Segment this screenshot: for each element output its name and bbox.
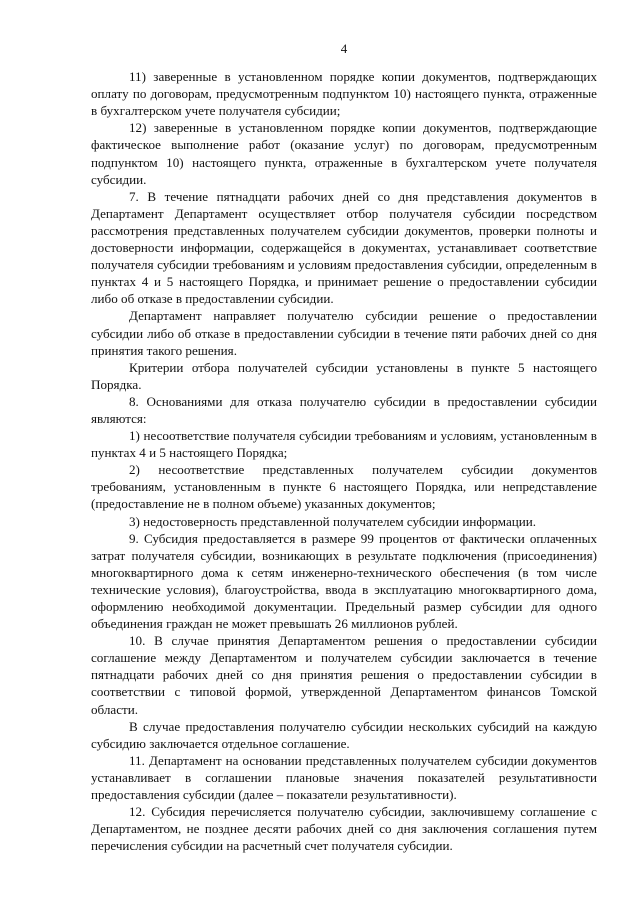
paragraph-selection-criteria: Критерии отбора получателей субсидии установлены в пункте 5 настоящего Порядка.	[91, 359, 597, 392]
paragraph-clause-9: 9. Субсидия предоставляется в размере 99 процентов от фактически оплаченных затрат получателя субсидии, возникающих в результате подключения (присоединения) многоквартирного дома к сетям инженерно-технического обеспечения (в том числе технические условия), благоустройства, ввода в эксплуатацию многоквартирного дома, оформлению необходимой документации. Предельный размер субсидии для одного объединения граждан не может превышать 26 миллионов рублей.	[91, 530, 597, 632]
paragraph-multiple-subsidies: В случае предоставления получателю субсидии нескольких субсидий на каждую субсидию заключается отдельное соглашение.	[91, 718, 597, 751]
paragraph-refusal-2: 2) несоответствие представленных получателем субсидии документов требованиям, установленным в пункте 6 настоящего Порядка, или непредставление (предоставление не в полном объеме) указанных документов;	[91, 462, 597, 512]
paragraph-refusal-3: 3) недостоверность представленной получателем субсидии информации.	[129, 513, 537, 529]
paragraph-item-11: 11) заверенные в установленном порядке копии документов, подтверждающих оплату по договорам, предусмотренным подпунктом 10) настоящего пункта, отраженные в бухгалтерском учете получателя субсидии;	[91, 69, 597, 119]
paragraph-clause-8: 8. Основаниями для отказа получателю субсидии в предоставлении субсидии являются:	[91, 393, 597, 426]
paragraph-refusal-1: 1) несоответствие получателя субсидии требованиям и условиям, установленным в пунктах 4 и 5 настоящего Порядка;	[91, 428, 597, 461]
page-number: 4	[340, 41, 348, 56]
paragraph-clause-12: 12. Субсидия перечисляется получателю субсидии, заключившему соглашение с Департаментом, не позднее десяти рабочих дней со дня заключения соглашения путем перечисления субсидии на расчетный счет получателя субсидии.	[91, 804, 597, 854]
document-page	[91, 40, 597, 854]
paragraph-decision-notice: Департамент направляет получателю субсидии решение о предоставлении субсидии либо об отказе в предоставлении субсидии в течение пяти рабочих дней со дня принятия такого решения.	[91, 308, 597, 358]
paragraph-clause-10: 10. В случае принятия Департаментом решения о предоставлении субсидии соглашение между Департаментом и получателем субсидии заключается в течение пятнадцати рабочих дней со дня принятия решения о предоставлении субсидии в соответствии с типовой формой, утвержденной Департаментом финансов Томской области.	[91, 633, 597, 717]
paragraph-clause-11: 11. Департамент на основании представленных получателем субсидии документов устанавливает в соглашении плановые значения показателей результативности предоставления субсидии (далее – показатели результативности).	[91, 752, 597, 803]
paragraph-clause-7: 7. В течение пятнадцати рабочих дней со дня представления документов в Департамент Департамент осуществляет отбор получателя субсидии посредством рассмотрения представленных получателем субсидии документов, проверки полноты и достоверности информации, содержащейся в документах, устанавливает соответствие получателя субсидии требованиям и условиям предоставления субсидии, определенным в пунктах 4 и 5 настоящего Порядка, и принимает решение о предоставлении субсидии либо об отказе в предоставлении субсидии.	[91, 188, 597, 307]
paragraph-item-12: 12) заверенные в установленном порядке копии документов, подтверждающие фактическое выполнение работ (оказание услуг) по договорам, предусмотренным подпунктом 10) настоящего пункта, отраженные в бухгалтерском учете получателя субсидии.	[91, 120, 597, 187]
